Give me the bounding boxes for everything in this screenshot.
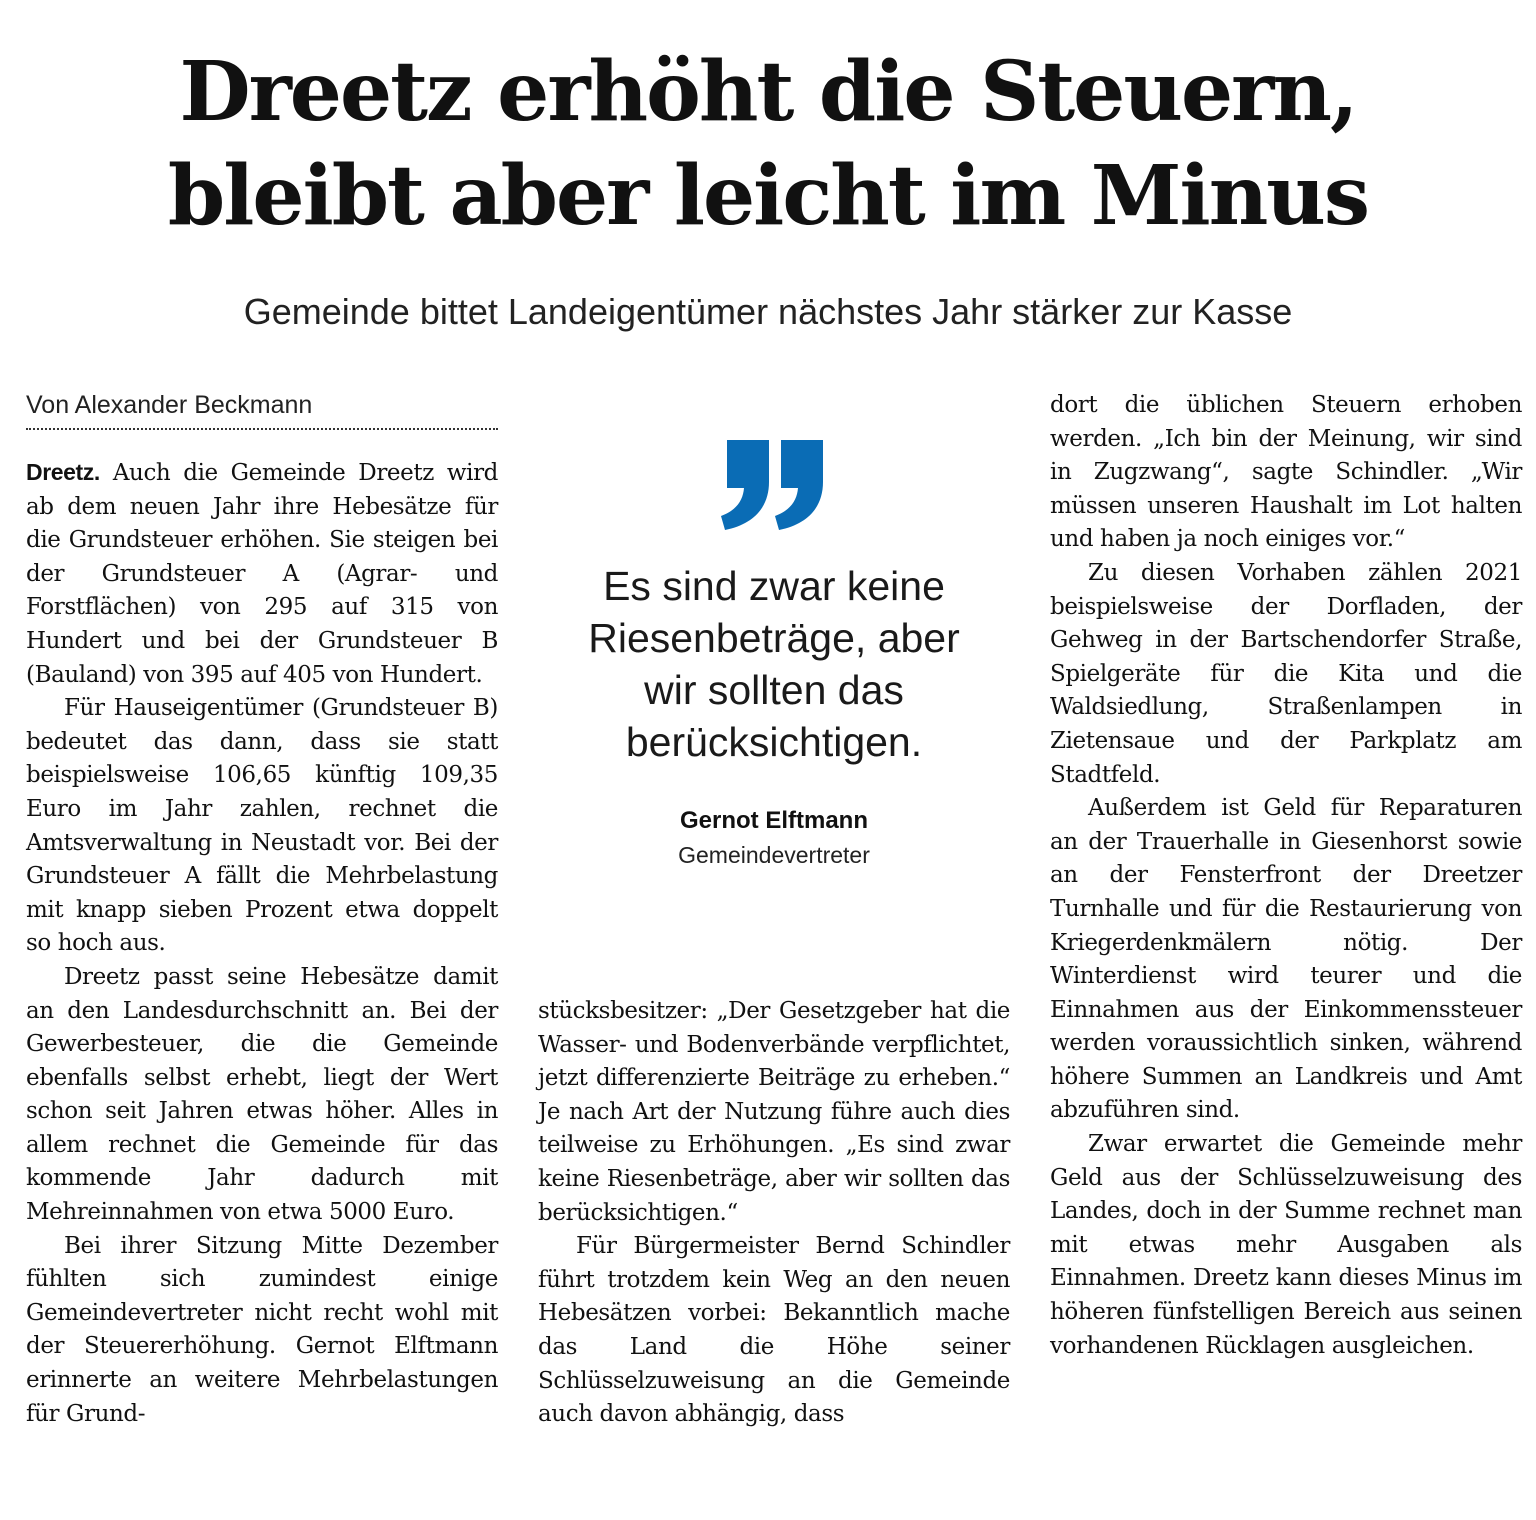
pull-quote-author: Gernot Elftmann [679,807,868,834]
pull-quote-text: Es sind zwar keine Riesenbeträge, aber wir sollten das berücksichtigen. [588,563,960,765]
byline: Von Alexander Beckmann [26,391,313,419]
article-paragraph: Für Hauseigentümer (Grundsteuer B) bedeutet das dann, dass sie statt beispielsweise 106,65 künftig 109,35 Euro im Jahr zahlen, rechnet die Amtsverwaltung in Neustadt vor. Bei der Grundsteuer A fällt die Mehrbelastung mit knapp sieben Prozent etwa doppelt so hoch aus. [26,695,498,957]
paragraph-text: Auch die Gemeinde Dreetz wird ab dem neuen Jahr ihre Hebesätze für die Grundsteuer erhöhen. Sie steigen bei der Grundsteuer A (Agrar- und Forstflächen) von 295 auf 315 von Hundert und bei der Grundsteuer B (Bauland) von 395 auf 405 von Hundert. [26,460,498,688]
headline [0,40,1536,248]
pull-quote [538,440,1010,872]
article-paragraph: Zu diesen Vorhaben zählen 2021 beispielsweise der Dorfladen, der Gehweg in der Bartschendorfer Straße, Spielgeräte für die Kita und die Waldsiedlung, Straßenlampen in Zietensaue und der Parkplatz am Stadtfeld. [1050,559,1522,788]
article-column-left [26,456,498,1431]
article-paragraph: Für Bürgermeister Bernd Schindler führt trotzdem kein Weg an den neuen Hebesätzen vorbei: Bekanntlich mache das Land die Höhe seiner Schlüsselzuweisung an die Gemeinde auch davon abhängig, dass [538,1233,1010,1428]
quotation-mark-icon [719,440,829,530]
byline-divider [26,428,498,430]
headline-line-2: bleibt aber leicht im Minus [167,148,1369,244]
article-paragraph: Zwar erwartet die Gemeinde mehr Geld aus der Schlüsselzuweisung des Landes, doch in der Summe rechnet man mit etwas mehr Ausgaben als Einnahmen. Dreetz kann dieses Minus im höheren fünfstelligen Bereich aus seinen vorhandenen Rücklagen ausgleichen. [1050,1131,1522,1359]
article-column-middle [538,995,1010,1432]
headline-line-1: Dreetz erhöht die Steuern, [179,44,1357,140]
article-paragraph: stücksbesitzer: „Der Gesetzgeber hat die Wasser- und Bodenverbände verpflichtet, jetzt differenzierte Beiträge zu erheben.“ Je nach Art der Nutzung führe auch dies teilweise zu Erhöhungen. „Es sind zwar keine Riesenbeträge, aber wir sollten das berücksichtigen.“ [538,998,1010,1226]
article-paragraph: Dreetz passt seine Hebesätze damit an den Landesdurchschnitt an. Bei der Gewerbesteuer, die die Gemeinde ebenfalls selbst erhebt, liegt der Wert schon seit Jahren etwas höher. Alles in allem rechnet die Gemeinde für das kommende Jahr dadurch mit Mehreinnahmen von etwa 5000 Euro. [26,963,498,1226]
article-paragraph: dort die üblichen Steuern erhoben werden. „Ich bin der Meinung, wir sind in Zugzwang“, sagte Schindler. „Wir müssen unseren Haushalt im Lot halten und haben ja noch einiges vor.“ [1050,392,1522,553]
pull-quote-role: Gemeindevertreter [678,842,870,868]
article-column-right [1050,389,1522,1363]
article-paragraph [26,456,498,692]
article-paragraph: Bei ihrer Sitzung Mitte Dezember fühlten sich zumindest einige Gemeindevertreter nicht recht wohl mit der Steuererhöhung. Gernot Elftmann erinnerte an weitere Mehrbelastungen für Grund- [26,1232,498,1427]
article-paragraph: Außerdem ist Geld für Reparaturen an der Trauerhalle in Giesenhorst sowie an der Fensterfront der Dreetzer Turnhalle und für die Restaurierung von Kriegerdenkmälern nötig. Der Winterdienst wird teurer und die Einnahmen aus der Einkommenssteuer werden voraussichtlich sinken, während höhere Summen an Landkreis und Amt abzuführen sind. [1050,795,1522,1124]
dateline: Dreetz. [26,459,100,485]
subheadline: Gemeinde bittet Landeigentümer nächstes Jahr stärker zur Kasse [243,291,1293,332]
